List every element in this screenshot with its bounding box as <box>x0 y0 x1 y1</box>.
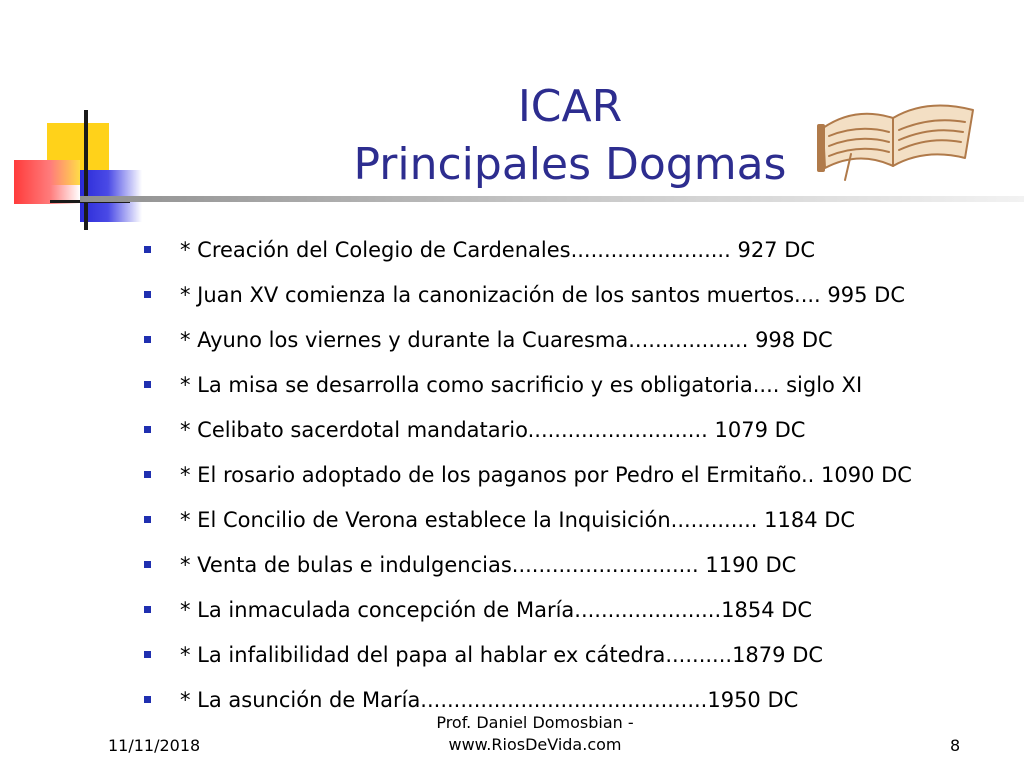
square-bullet-icon <box>144 561 151 568</box>
footer-date: 11/11/2018 <box>108 736 201 755</box>
list-item <box>140 275 1020 320</box>
square-bullet-icon <box>144 696 151 703</box>
page-number: 8 <box>950 736 961 755</box>
list-item <box>140 230 1020 275</box>
list-item-text: * La inmaculada concepción de María......................1854 DC <box>180 598 813 622</box>
square-bullet-icon <box>144 651 151 658</box>
list-item <box>140 320 1020 365</box>
list-item-text: * La misa se desarrolla como sacrificio y es obligatoria.... siglo XI <box>180 373 863 397</box>
title-divider <box>80 196 1024 202</box>
list-item <box>140 410 1020 455</box>
list-item <box>140 590 1020 635</box>
list-item-text: * Venta de bulas e indulgencias............................ 1190 DC <box>180 553 797 577</box>
red-block <box>14 160 80 204</box>
square-bullet-icon <box>144 381 151 388</box>
footer-author-line-1: Prof. Daniel Domosbian - <box>436 713 634 732</box>
list-item <box>140 365 1020 410</box>
list-item-text: * Juan XV comienza la canonización de los santos muertos.... 995 DC <box>180 283 905 307</box>
list-item-text: * Ayuno los viernes y durante la Cuaresma.................. 998 DC <box>180 328 833 352</box>
square-bullet-icon <box>144 471 151 478</box>
list-item <box>140 500 1020 545</box>
square-bullet-icon <box>144 291 151 298</box>
square-bullet-icon <box>144 336 151 343</box>
list-item-text: * La asunción de María...........................................1950 DC <box>180 688 799 712</box>
vertical-line <box>84 110 88 230</box>
footer-author <box>400 712 670 756</box>
title-line-2: Principales Dogmas <box>353 139 787 190</box>
footer-author-line-2: www.RiosDeVida.com <box>448 735 622 754</box>
list-item-text: * Creación del Colegio de Cardenales........................ 927 DC <box>180 238 816 262</box>
square-bullet-icon <box>144 516 151 523</box>
list-item-text: * Celibato sacerdotal mandatario........................... 1079 DC <box>180 418 806 442</box>
list-item <box>140 635 1020 680</box>
square-bullet-icon <box>144 246 151 253</box>
dogma-list <box>140 230 1020 725</box>
title-line-1: ICAR <box>517 81 623 132</box>
slide-title <box>300 78 840 194</box>
list-item-text: * El Concilio de Verona establece la Inquisición............. 1184 DC <box>180 508 856 532</box>
list-item <box>140 545 1020 590</box>
square-bullet-icon <box>144 606 151 613</box>
list-item <box>140 455 1020 500</box>
list-item-text: * El rosario adoptado de los paganos por Pedro el Ermitaño.. 1090 DC <box>180 463 912 487</box>
list-item-text: * La infalibilidad del papa al hablar ex cátedra..........1879 DC <box>180 643 824 667</box>
open-book-icon <box>815 88 980 183</box>
square-bullet-icon <box>144 426 151 433</box>
